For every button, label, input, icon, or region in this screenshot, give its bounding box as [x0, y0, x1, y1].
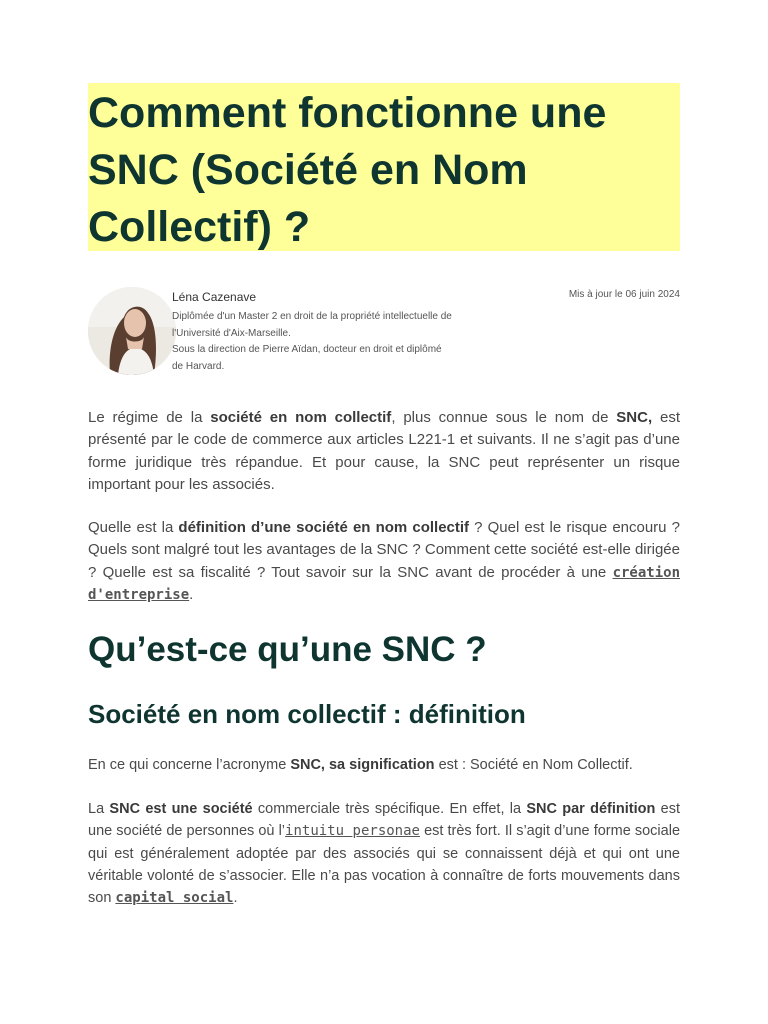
- author-bio: [172, 309, 502, 375]
- bold-text: SNC par définition: [526, 801, 656, 817]
- author-avatar: [88, 287, 176, 375]
- capital-social-link[interactable]: capital social: [115, 890, 234, 907]
- page-title: Comment fonctionne une SNC (Société en Nom Collectif) ?: [88, 89, 607, 251]
- section-heading: Qu’est-ce qu’une SNC ?: [88, 630, 487, 669]
- updated-date: Mis à jour le 06 juin 2024: [568, 289, 680, 300]
- definition-paragraph-1: [88, 754, 680, 776]
- text-run: ? Quel est le risque encouru ? Quels sont malgré tout les avantages de la SNC ? Comment cette société est-elle dirigée ? Quelle est sa fiscalité ? Tout savoir sur la SNC avant de procéder à une: [88, 519, 680, 581]
- bold-text: définition d’une société en nom collectif: [178, 519, 470, 536]
- author-info: [172, 289, 502, 375]
- author-photo-icon: [88, 287, 176, 375]
- definition-paragraph-2: [88, 798, 680, 909]
- text-run: est présenté par le code de commerce aux articles L221-1 et suivants. Il ne s’agit pas d’une forme juridique très répandue. Et pour cause, la SNC peut représenter un risque important pour les associés.: [88, 409, 680, 493]
- bold-text: SNC, sa signification: [290, 757, 435, 773]
- bold-text: SNC est une société: [109, 801, 253, 817]
- bold-text: SNC,: [616, 409, 653, 426]
- text-run: Le régime de la: [88, 409, 211, 426]
- author-bio-line: l'Université d'Aix-Marseille.: [172, 327, 291, 339]
- text-run: En ce qui concerne l’acronyme: [88, 757, 291, 773]
- author-bio-line: Sous la direction de Pierre Aïdan, docteur en droit et diplômé: [172, 344, 442, 355]
- author-name: Léna Cazenave: [172, 290, 257, 304]
- intro-paragraph-2: [88, 517, 680, 606]
- intuitu-personae-link[interactable]: intuitu personae: [285, 823, 420, 840]
- author-bio-line: Diplômée d'un Master 2 en droit de la propriété intellectuelle de: [172, 311, 452, 322]
- text-run: est très fort. Il s’agit d’une forme sociale qui est généralement adoptée par des associés qui se connaissent déjà et qui ont une véritable volonté de s’associer. Elle n’a pas vocation à connaître de forts mouvements dans son: [88, 823, 681, 907]
- text-run: Quelle est la: [88, 519, 179, 536]
- text-run: La: [88, 801, 110, 817]
- author-bio-line: de Harvard.: [172, 360, 225, 372]
- text-run: est : Société en Nom Collectif.: [434, 757, 633, 773]
- text-run: .: [233, 890, 238, 907]
- text-run: commerciale très spécifique. En effet, la: [252, 801, 527, 817]
- text-run: .: [189, 585, 194, 603]
- title-highlight: [88, 83, 680, 251]
- creation-entreprise-link[interactable]: création d'entreprise: [88, 564, 680, 603]
- bold-text: société en nom collectif: [210, 409, 392, 426]
- text-run: , plus connue sous le nom de: [391, 409, 617, 426]
- intro-paragraph-1: [88, 407, 680, 496]
- text-run: est une société de personnes où l’: [88, 801, 680, 840]
- section-subheading: Société en nom collectif : définition: [88, 699, 526, 729]
